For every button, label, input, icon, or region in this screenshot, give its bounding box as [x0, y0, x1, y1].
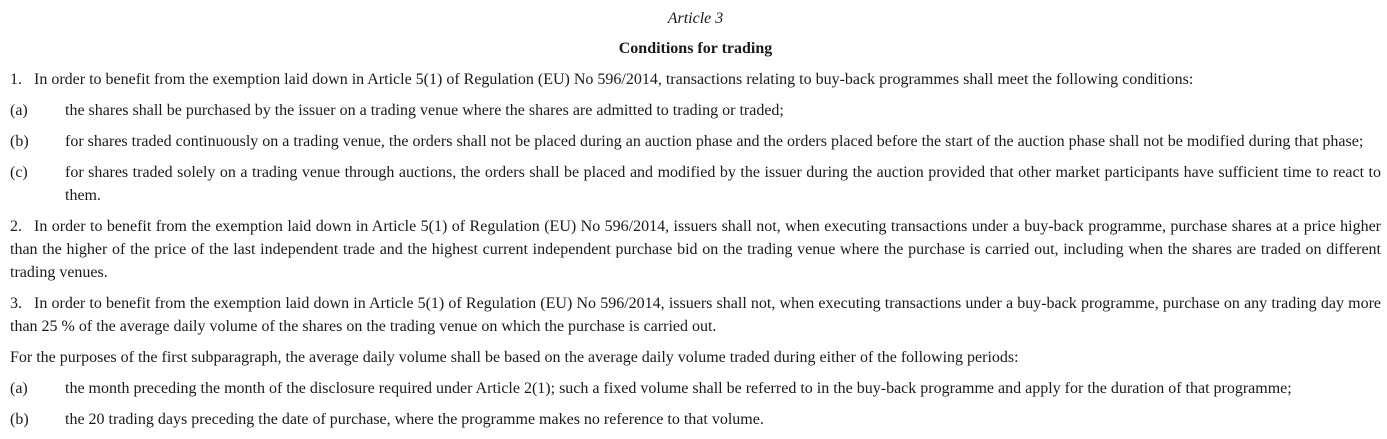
- list-item-text: for shares traded continuously on a trading venue, the orders shall not be placed during an auction phase and the orders placed before the start of the auction phase shall not be modified during that phase;: [65, 133, 1364, 150]
- paragraph-2-number: 2.: [10, 218, 22, 235]
- list-item: [10, 161, 1381, 207]
- paragraph-1-number: 1.: [10, 71, 22, 88]
- paragraph-1: [10, 68, 1381, 91]
- list-item-text: the 20 trading days preceding the date of purchase, where the programme makes no reference to that volume.: [65, 411, 764, 428]
- list-item: [10, 99, 1381, 122]
- list-item-label: (c): [10, 164, 28, 181]
- paragraph-2-text: In order to benefit from the exemption laid down in Article 5(1) of Regulation (EU) No 596/2014, issuers shall not, when executing transactions under a buy-back programme, purchase shares at a price higher than the higher of the price of the last independent trade and the highest current independent purchase bid on the trading venue where the purchase is carried out, including when the shares are traded on different trading venues.: [10, 218, 1381, 281]
- list-item-label: (a): [10, 102, 28, 119]
- paragraph-3-text: In order to benefit from the exemption laid down in Article 5(1) of Regulation (EU) No 596/2014, issuers shall not, when executing transactions under a buy-back programme, purchase on any trading day more than 25 % of the average daily volume of the shares on the trading venue on which the purchase is carried out.: [10, 295, 1381, 335]
- list-item-label: (a): [10, 380, 28, 397]
- paragraph-3-number: 3.: [10, 295, 22, 312]
- list-item-text: the shares shall be purchased by the issuer on a trading venue where the shares are admitted to trading or traded;: [65, 102, 784, 119]
- article-title: Conditions for trading: [618, 40, 773, 57]
- paragraph-1-text: In order to benefit from the exemption laid down in Article 5(1) of Regulation (EU) No 596/2014, transactions relating to buy-back programmes shall meet the following conditions:: [34, 71, 1194, 88]
- paragraph-2: [10, 215, 1381, 284]
- list-item-label: (b): [10, 411, 29, 428]
- list-item: [10, 408, 1381, 431]
- subparagraph: For the purposes of the first subparagraph, the average daily volume shall be based on the average daily volume traded during either of the following periods:: [10, 349, 1019, 366]
- list-item: [10, 130, 1381, 153]
- list-item: [10, 377, 1381, 400]
- list-item-text: the month preceding the month of the disclosure required under Article 2(1); such a fixed volume shall be referred to in the buy-back programme and apply for the duration of that programme;: [65, 380, 1292, 397]
- paragraph-3: [10, 292, 1381, 338]
- article-number: Article 3: [667, 10, 724, 27]
- list-item-label: (b): [10, 133, 29, 150]
- list-item-text: for shares traded solely on a trading venue through auctions, the orders shall be placed and modified by the issuer during the auction provided that other market participants have sufficient time to react to them.: [65, 164, 1381, 204]
